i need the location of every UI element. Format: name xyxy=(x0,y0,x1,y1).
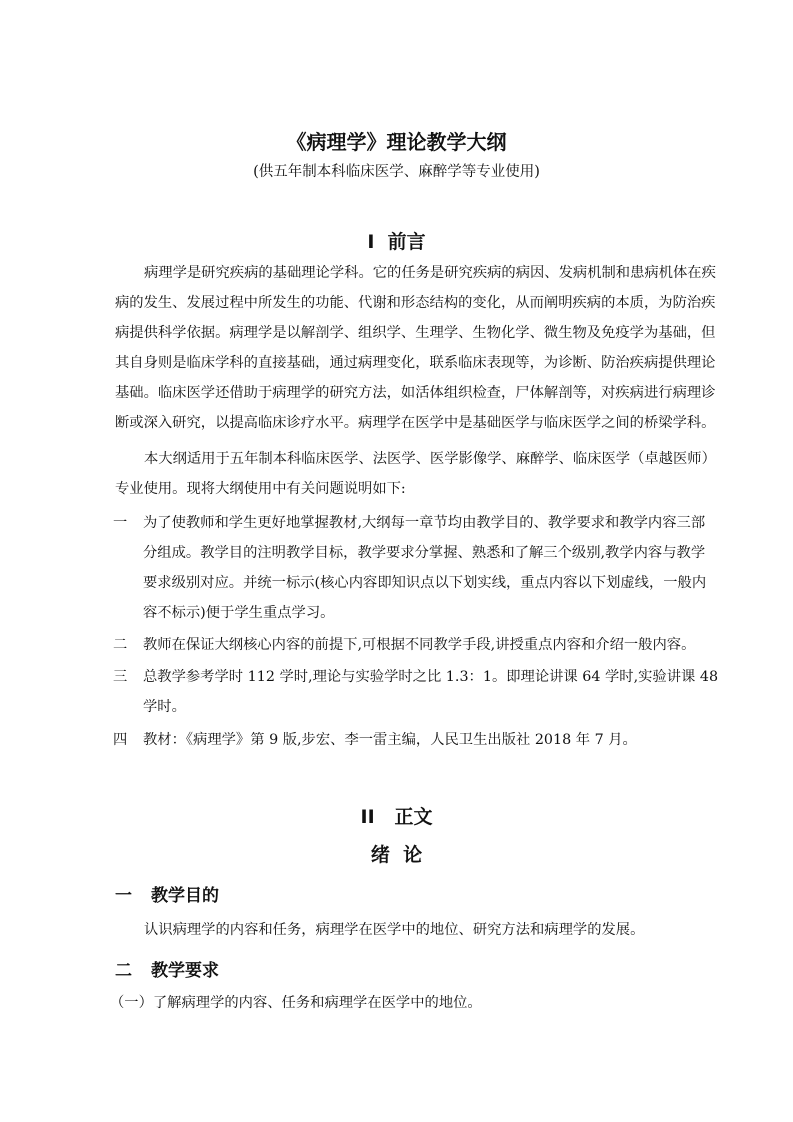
section-text xyxy=(110,988,680,1018)
list-item-number: 一 xyxy=(113,515,128,531)
text-line: 学时。 xyxy=(143,699,186,715)
text-line: 基础。临床医学还借助于病理学的研究方法，如活体组织检查，尸体解剖等，对疾病进行病理诊 xyxy=(115,385,716,401)
text-line: 其自身则是临床学科的直接基础，通过病理变化，联系临床表现等，为诊断、防治疾病提供理论 xyxy=(115,355,716,371)
chapter-title: 绪 论 xyxy=(370,844,423,866)
section-text xyxy=(115,915,685,945)
text-line: 为了使教师和学生更好地掌握教材,大纲每一章节均由教学目的、教学要求和教学内容三部 xyxy=(143,515,706,531)
section-heading xyxy=(115,956,219,981)
text-line: 断或深入研究，以提高临床诊疗水平。病理学在医学中是基础医学与临床医学之间的桥梁学科。 xyxy=(115,415,716,431)
section-number: 二 xyxy=(115,961,132,981)
list-item xyxy=(113,508,707,628)
preface-paragraph-1 xyxy=(115,258,716,504)
text-line: 本大纲适用于五年制本科临床医学、法医学、医学影像学、麻醉学、临床医学（卓越医师） xyxy=(144,451,716,467)
list-item xyxy=(113,630,696,660)
section-heading xyxy=(115,881,219,906)
text-line: 专业使用。现将大纲使用中有关问题说明如下: xyxy=(115,481,406,497)
text-line: 病理学是研究疾病的基础理论学科。它的任务是研究疾病的病因、发病机制和患病机体在疾 xyxy=(144,265,716,281)
main-heading: II 正文 xyxy=(360,806,433,828)
list-item-number: 二 xyxy=(113,637,128,653)
list-item-number: 四 xyxy=(113,732,128,748)
document-title: 《病理学》理论教学大纲 xyxy=(286,130,507,154)
document-subtitle: (供五年制本科临床医学、麻醉学等专业使用) xyxy=(253,164,540,180)
text-line: 分组成。教学目的注明教学目标，教学要求分掌握、熟悉和了解三个级别,教学内容与教学 xyxy=(143,545,706,561)
list-item xyxy=(113,725,683,755)
text-line: 认识病理学的内容和任务，病理学在医学中的地位、研究方法和病理学的发展。 xyxy=(144,922,645,938)
list-item-number: 三 xyxy=(113,669,128,685)
section-title: 教学要求 xyxy=(151,961,219,981)
preface-heading: Ⅰ 前言 xyxy=(367,231,426,253)
text-line: 教材：《病理学》第 9 版,步宏、李一雷主编，人民卫生出版社 2018 年 7 月。 xyxy=(143,732,637,748)
list-item xyxy=(113,662,719,722)
section-number: 一 xyxy=(115,886,132,906)
section-title: 教学目的 xyxy=(151,886,219,906)
text-line: 要求级别对应。并统一标示(核心内容即知识点以下划实线，重点内容以下划虚线，一般内 xyxy=(143,575,707,591)
text-line: 教师在保证大纲核心内容的前提下,可根据不同教学手段,讲授重点内容和介绍一般内容。 xyxy=(143,637,696,653)
text-line: 病的发生、发展过程中所发生的功能、代谢和形态结构的变化，从而阐明疾病的本质，为防治疾 xyxy=(115,295,716,311)
text-line: 总教学参考学时 112 学时,理论与实验学时之比 1.3：1。即理论讲课 64 学时,实验讲课 48 xyxy=(143,669,719,685)
text-line: 病提供科学依据。病理学是以解剖学、组织学、生理学、生物化学、微生物及免疫学为基础，但 xyxy=(115,325,716,341)
text-line: 容不标示)便于学生重点学习。 xyxy=(143,605,335,621)
text-line: （一）了解病理学的内容、任务和病理学在医学中的地位。 xyxy=(110,995,482,1011)
usage-notes-list xyxy=(113,508,719,755)
